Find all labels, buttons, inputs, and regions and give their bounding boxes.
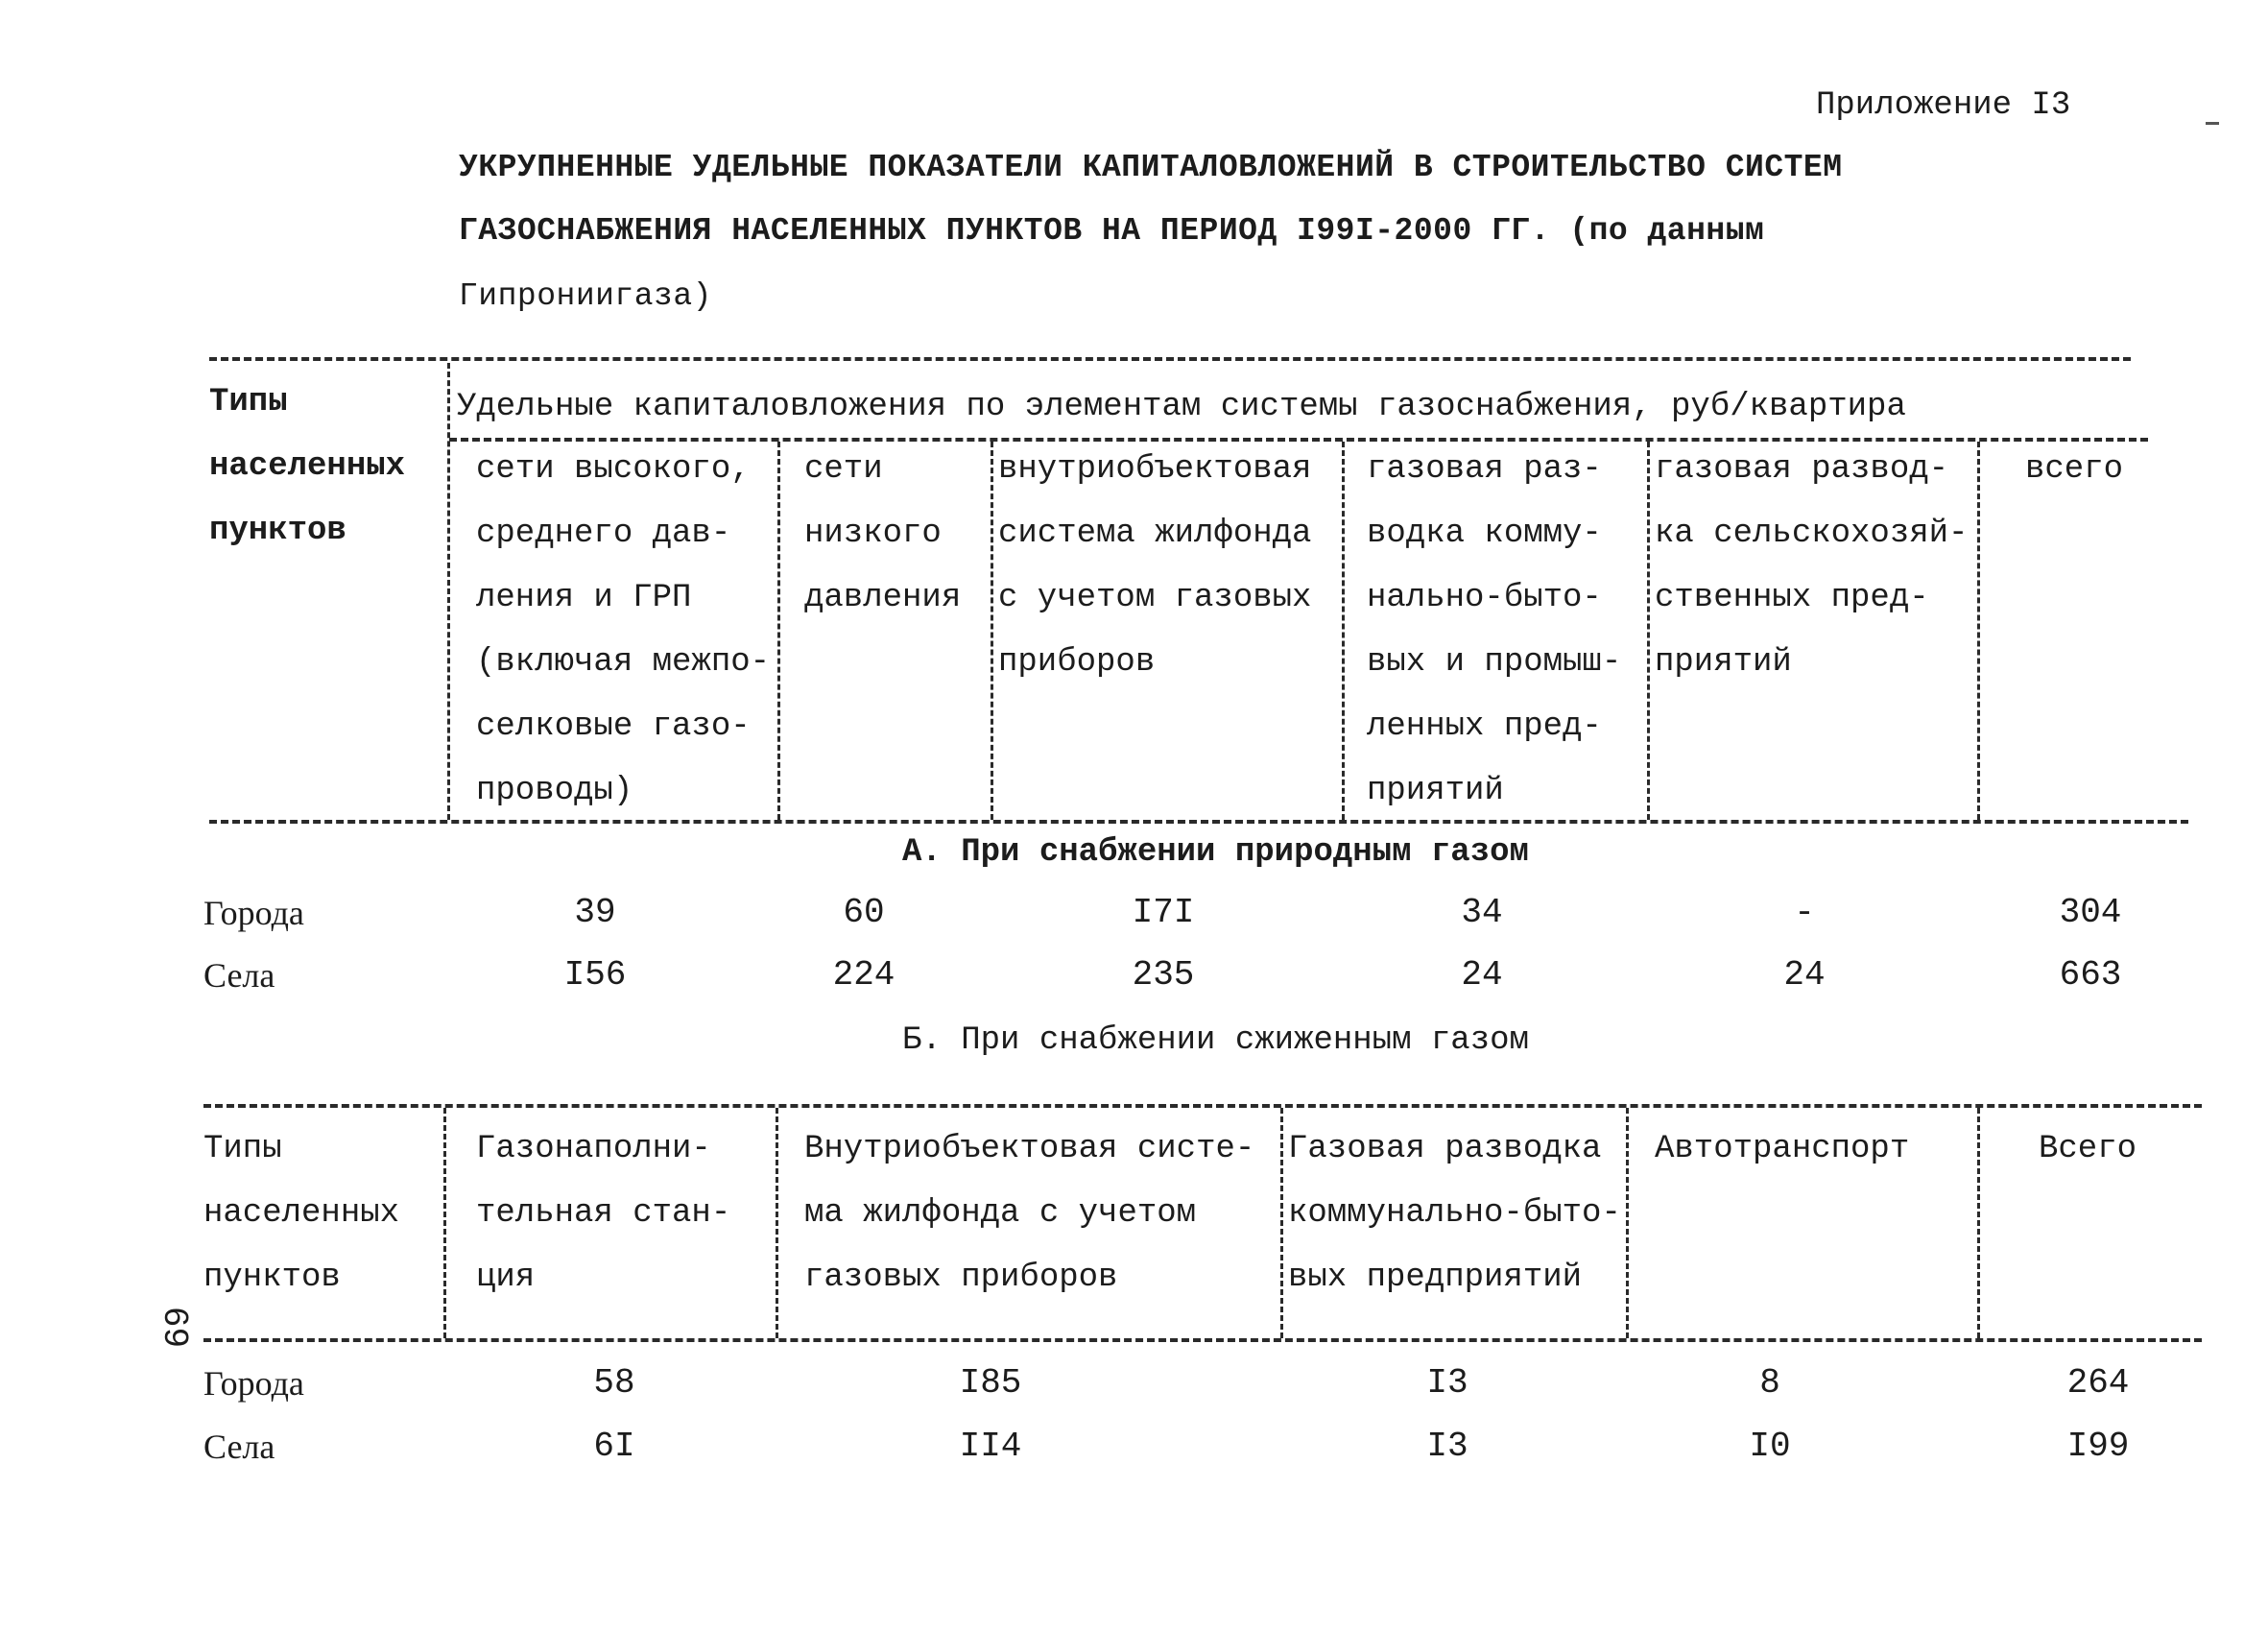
col-header-line: среднего дав- <box>476 516 731 552</box>
table-cell: 60 <box>843 893 885 932</box>
table2-row-header <box>203 1117 399 1310</box>
table-cell: I3 <box>1426 1363 1468 1403</box>
col-header-line: приятий <box>1367 773 1504 809</box>
table1-top-rule <box>209 357 2131 361</box>
table1-group-header: Удельные капиталовложения по элементам системы газоснабжения, руб/квартира <box>457 389 1906 425</box>
col-header-line: вых и промыш- <box>1367 644 1622 681</box>
table-cell: - <box>1794 893 1815 932</box>
table-cell: 58 <box>593 1363 635 1403</box>
table2-vline <box>776 1108 778 1338</box>
table1-col-header-4 <box>1367 438 1621 824</box>
row-header-line: пунктов <box>203 1260 341 1296</box>
col-header-line: ления и ГРП <box>476 580 692 616</box>
col-header-line: Газовая разводка <box>1288 1131 1602 1167</box>
table1-row-header <box>209 371 405 564</box>
title-line-1: УКРУПНЕННЫЕ УДЕЛЬНЫЕ ПОКАЗАТЕЛИ КАПИТАЛОВЛОЖЕНИЙ В СТРОИТЕЛЬСТВО СИСТЕМ <box>459 150 1843 185</box>
table-cell: I56 <box>563 955 627 995</box>
table1-vline <box>1977 442 1980 820</box>
table1-row-label: Города <box>203 894 304 932</box>
table2-col-header-1 <box>476 1117 730 1310</box>
row-header-line: Типы <box>203 1131 282 1167</box>
table2-top-rule <box>203 1104 2202 1108</box>
table2-row-label: Села <box>203 1428 275 1466</box>
table-cell: 39 <box>574 893 616 932</box>
col-header-line: приятий <box>1655 644 1792 681</box>
table-cell: 304 <box>2059 893 2122 932</box>
col-header-line: сети высокого, <box>476 451 751 488</box>
row-header-line: Типы <box>209 384 288 420</box>
col-header-line: ка сельскохозяй- <box>1655 516 1969 552</box>
table-cell: 224 <box>832 955 895 995</box>
col-header-line: давления <box>804 580 962 616</box>
col-header-line: вых предприятий <box>1288 1260 1583 1296</box>
table2-col-header-2 <box>804 1117 1254 1310</box>
col-header-line: газовых приборов <box>804 1260 1118 1296</box>
table-cell: 235 <box>1132 955 1195 995</box>
col-header-line: ция <box>476 1260 536 1296</box>
table1-vline <box>991 442 993 820</box>
table1-vline <box>1342 442 1345 820</box>
col-header-line: ленных пред- <box>1367 708 1602 745</box>
table-cell: 6I <box>593 1427 635 1466</box>
table1-col-header-1 <box>476 438 770 824</box>
row-header-line: населенных <box>209 448 406 485</box>
table1-col-header-5 <box>1655 438 1968 695</box>
col-header-line: система жилфонда <box>998 516 1312 552</box>
table2-row-label: Города <box>203 1364 304 1403</box>
appendix-label: Приложение I3 <box>1816 87 2071 124</box>
table2-col-header-3 <box>1288 1117 1621 1310</box>
col-header-line: сети <box>804 451 883 488</box>
title-line-3: Гипрониигаза) <box>459 278 712 314</box>
table-cell: I99 <box>2066 1427 2130 1466</box>
table-cell: 34 <box>1461 893 1503 932</box>
col-header-line: Внутриобъектовая систе- <box>804 1131 1255 1167</box>
col-header-line: водка комму- <box>1367 516 1602 552</box>
table2-vline <box>1977 1108 1980 1338</box>
row-header-line: населенных <box>203 1195 400 1232</box>
table-cell: 8 <box>1759 1363 1780 1403</box>
col-header-line: газовая развод- <box>1655 451 1949 488</box>
table1-vline <box>1647 442 1650 820</box>
col-header-line: внутриобъектовая <box>998 451 1312 488</box>
table1-col-header-6 <box>2025 438 2123 502</box>
table-cell: 264 <box>2066 1363 2130 1403</box>
col-header-line: ственных пред- <box>1655 580 1929 616</box>
table2-col-header-4 <box>1655 1117 1909 1182</box>
table-cell: I7I <box>1132 893 1195 932</box>
table-cell: 663 <box>2059 955 2122 995</box>
col-header-line: с учетом газовых <box>998 580 1312 616</box>
col-header-line: нально-быто- <box>1367 580 1602 616</box>
table1-col-header-2 <box>804 438 961 631</box>
row-header-line: пунктов <box>209 513 346 549</box>
table1-col-header-3 <box>998 438 1311 695</box>
table1-vline <box>447 363 450 820</box>
col-header-line: газовая раз- <box>1367 451 1602 488</box>
col-header-line: Автотранспорт <box>1655 1131 1910 1167</box>
col-header-line: низкого <box>804 516 942 552</box>
margin-tick <box>2206 122 2219 125</box>
table2-header-bottom-rule <box>203 1338 2202 1342</box>
col-header-line: приборов <box>998 644 1156 681</box>
col-header-line: тельная стан- <box>476 1195 731 1232</box>
page-number: 69 <box>155 1306 195 1349</box>
table2-vline <box>1626 1108 1629 1338</box>
table1-vline <box>777 442 780 820</box>
table1-section-label: А. При снабжении природным газом <box>902 834 1529 871</box>
table-cell: I3 <box>1426 1427 1468 1466</box>
col-header-line: коммунально-быто- <box>1288 1195 1621 1232</box>
section-b-label: Б. При снабжении сжиженным газом <box>902 1022 1529 1059</box>
table-cell: 24 <box>1461 955 1503 995</box>
col-header-line: проводы) <box>476 773 633 809</box>
table2-vline <box>1280 1108 1283 1338</box>
col-header-line: ма жилфонда с учетом <box>804 1195 1197 1232</box>
table1-row-label: Села <box>203 956 275 995</box>
col-header-line: (включая межпо- <box>476 644 771 681</box>
col-header-line: Всего <box>2039 1131 2137 1167</box>
table2-vline <box>443 1108 446 1338</box>
col-header-line: Газонаполни- <box>476 1131 711 1167</box>
title-line-2: ГАЗОСНАБЖЕНИЯ НАСЕЛЕННЫХ ПУНКТОВ НА ПЕРИОД I99I-2000 ГГ. (по данным <box>459 213 1765 249</box>
table-cell: II4 <box>959 1427 1022 1466</box>
table-cell: I85 <box>959 1363 1022 1403</box>
table2-col-header-5 <box>2039 1117 2137 1182</box>
table-cell: 24 <box>1783 955 1826 995</box>
table-cell: I0 <box>1749 1427 1791 1466</box>
col-header-line: всего <box>2025 451 2124 488</box>
col-header-line: селковые газо- <box>476 708 751 745</box>
